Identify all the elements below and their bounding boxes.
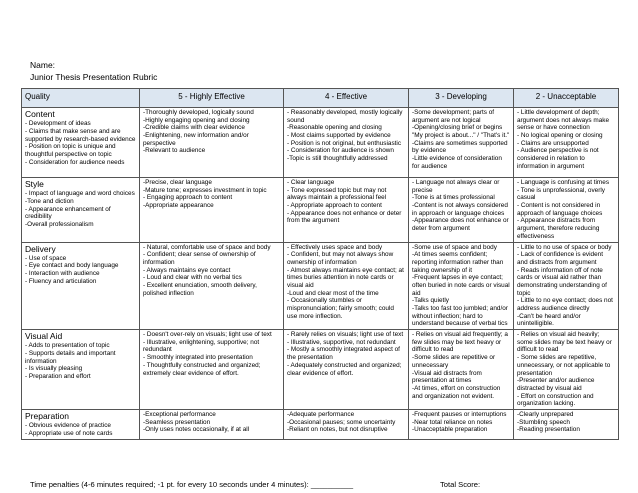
rating-cell xyxy=(514,242,619,330)
rating-descriptor: - Always maintains eye contact xyxy=(143,266,231,274)
table-row xyxy=(22,178,619,243)
criterion-descriptor: - Use of space xyxy=(25,254,67,262)
rubric-table xyxy=(21,88,619,440)
rating-cell xyxy=(514,178,619,243)
table-row xyxy=(22,410,619,440)
rubric-body xyxy=(22,108,619,440)
rating-descriptor: -Mature tone; expresses investment in topic xyxy=(143,186,267,194)
rating-cell xyxy=(284,178,409,243)
rating-descriptor: -Some slides are repetitive or unnecessary xyxy=(412,354,496,369)
criterion-title: Preparation xyxy=(25,411,69,422)
criterion-title: Delivery xyxy=(25,243,56,254)
rating-descriptor: - Little to no eye contact; does not address audience directly xyxy=(517,297,613,312)
criterion-descriptor: -Tone and diction xyxy=(25,197,74,205)
criterion-descriptor: - Supports details and important information xyxy=(25,349,116,365)
rating-descriptor: -Visual aid distracts from presentation at times xyxy=(412,369,482,385)
rating-descriptor: -Precise, clear language xyxy=(143,179,212,186)
rating-cell xyxy=(514,330,619,410)
rating-cell xyxy=(284,242,409,330)
criterion-descriptor: - Position on topic is unique and thoughtful perspective on topic xyxy=(25,143,116,158)
rating-descriptor: - Tone is unprofessional, overly casual xyxy=(517,186,605,202)
rating-cell xyxy=(409,242,514,330)
criterion-cell xyxy=(22,108,140,178)
rating-descriptor: - Content is not considered in approach of language choices xyxy=(517,202,603,217)
table-row xyxy=(22,242,619,330)
criterion-descriptor: - Development of ideas xyxy=(25,120,91,128)
rubric-title: Junior Thesis Presentation Rubric xyxy=(30,72,158,82)
rating-descriptor: -Highly engaging opening and closing xyxy=(143,116,250,124)
time-penalties-line: Time penalties (4-6 minutes required; -1 pt. for every 10 seconds under 4 minutes): __________ xyxy=(30,480,354,489)
rating-descriptor: -Relevant to audience xyxy=(143,147,206,155)
rating-descriptor: -Occasional pauses; some uncertainty xyxy=(287,418,396,426)
table-header-row xyxy=(22,89,619,108)
criterion-descriptor: - Is visually pleasing xyxy=(25,365,83,373)
rating-descriptor: -Credible claims with clear evidence xyxy=(143,124,245,132)
rating-descriptor: -Can't be heard and/or unintelligible. xyxy=(517,312,581,328)
criterion-descriptor: - Interaction with audience xyxy=(25,270,100,278)
footer xyxy=(30,480,481,489)
criterion-title: Style xyxy=(25,179,44,189)
criterion-descriptor: -Overall professionalism xyxy=(25,220,94,228)
rating-descriptor: -Reliant on notes, but not disruptive xyxy=(287,426,388,434)
rating-descriptor: -Content is not always considered in approach or language choices xyxy=(412,202,508,217)
rating-descriptor: - Excellent enunciation, smooth delivery, polished inflection xyxy=(143,281,257,297)
rating-descriptor: - Relies on visual aid heavily; some slides may be text heavy or difficult to read xyxy=(517,331,612,354)
rating-descriptor: - Confident; clear sense of ownership of information xyxy=(143,251,256,266)
rating-descriptor: -Seamless presentation xyxy=(143,418,211,426)
rating-descriptor: -Talks quietly xyxy=(412,297,449,305)
criterion-descriptor: - Appropriate use of note cards xyxy=(25,429,113,437)
rating-descriptor: - Thoughtfully constructed and organized; extremely clear evidence of effort. xyxy=(143,361,261,377)
rating-cell xyxy=(284,410,409,440)
rating-cell xyxy=(514,108,619,178)
rating-descriptor: - Little to no use of space or body xyxy=(517,243,612,251)
rating-cell xyxy=(514,410,619,440)
rating-cell xyxy=(409,330,514,410)
rating-descriptor: - Confident, but may not always show ownership of information xyxy=(287,251,394,266)
rating-descriptor: -Near total reliance on notes xyxy=(412,418,493,426)
rating-descriptor: -Frequent pauses or interruptions xyxy=(412,411,507,419)
rating-descriptor: -Clearly unprepared xyxy=(517,411,574,419)
rating-descriptor: - Almost always maintains eye contact; at times buries attention in note cards or visual aid xyxy=(287,266,404,289)
rating-descriptor: -Reading presentation xyxy=(517,426,580,434)
rating-descriptor: - Consideration for audience is shown xyxy=(287,147,394,155)
rating-descriptor: - Audience perspective is not considered in relation to information in argument xyxy=(517,147,599,170)
criterion-title: Visual Aid xyxy=(25,331,63,342)
rating-descriptor: - Natural, comfortable use of space and body xyxy=(143,243,271,251)
rating-descriptor: -Exceptional performance xyxy=(143,411,216,419)
criterion-title: Content xyxy=(25,109,55,119)
rating-descriptor: -Frequent lapses in eye contact; often buried in note cards or visual aid xyxy=(412,274,510,297)
rating-cell xyxy=(284,108,409,178)
rating-cell xyxy=(409,410,514,440)
total-score-label: Total Score: xyxy=(440,480,481,489)
rating-descriptor: - Appearance distracts from argument, therefore reducing effectiveness xyxy=(517,217,600,240)
rating-descriptor: -Appropriate appearance xyxy=(143,202,214,210)
rating-descriptor: - Mostly a smoothly integrated aspect of the presentation xyxy=(287,346,400,362)
criterion-descriptor: - Eye contact and body language xyxy=(25,262,119,270)
rating-cell xyxy=(140,410,284,440)
criterion-descriptor: - Impact of language and word choices xyxy=(25,190,135,198)
rating-descriptor: -Claims are sometimes supported by evidence xyxy=(412,139,508,155)
rating-descriptor: -Topic is still thoughtfully addressed xyxy=(287,155,388,163)
rating-cell xyxy=(140,330,284,410)
criterion-descriptor: - Adds to presentation of topic xyxy=(25,342,110,350)
criterion-cell xyxy=(22,410,140,440)
rating-descriptor: -Only uses notes occasionally, if at all xyxy=(143,426,250,434)
rating-descriptor: - Occasionally stumbles or mispronunciation; fairly smooth; could use more inflection. xyxy=(287,297,394,320)
rating-cell xyxy=(140,242,284,330)
rating-descriptor: -Presenter and/or audience distracted by visual aid xyxy=(517,377,595,392)
criterion-descriptor: - Fluency and articulation xyxy=(25,277,97,285)
rating-descriptor: -At times seems confident; reporting information rather than taking ownership of it xyxy=(412,251,504,274)
rating-descriptor: - Appropriate approach to content xyxy=(287,202,382,210)
criterion-descriptor: - Appearance enhancement of credibility xyxy=(25,205,111,221)
rating-descriptor: - Language is confusing at times xyxy=(517,179,610,186)
rating-descriptor: - Doesn't over-rely on visuals; light use of text xyxy=(143,331,272,339)
rating-descriptor: - Effectively uses space and body xyxy=(287,243,383,251)
rating-descriptor: -Adequate performance xyxy=(287,411,355,419)
rating-descriptor: - Position is not original, but enthusiastic xyxy=(287,139,402,147)
rating-descriptor: - Illustrative, enlightening, supportive; not redundant xyxy=(143,338,260,354)
rating-cell xyxy=(409,178,514,243)
rating-descriptor: - Reasonably developed, mostly logically sound xyxy=(287,109,403,124)
rating-descriptor: - Most claims supported by evidence xyxy=(287,132,391,140)
column-header: 2 - Unacceptable xyxy=(514,89,619,108)
rating-cell xyxy=(284,330,409,410)
rating-cell xyxy=(409,108,514,178)
rating-descriptor: -Talks too fast too jumbled; and/or without inflection; hard to understand because of verbal tics xyxy=(412,305,508,328)
table-row xyxy=(22,330,619,410)
rating-descriptor: -Some development; parts of argument are not logical xyxy=(412,109,495,124)
rating-descriptor: - Some slides are repetitive, unnecessary, or not applicable to presentation xyxy=(517,354,611,377)
table-row xyxy=(22,108,619,178)
name-label: Name: xyxy=(30,60,56,70)
column-header: 3 - Developing xyxy=(409,89,514,108)
rating-descriptor: -Appearance does not enhance or deter from argument xyxy=(412,217,509,233)
rating-descriptor: - Illustrative, supportive, not redundant xyxy=(287,338,396,346)
rating-descriptor: -Little evidence of consideration for audience xyxy=(412,155,502,170)
rating-descriptor: -Some use of space and body xyxy=(412,243,497,251)
rating-descriptor: - Engaging approach to content xyxy=(143,194,233,202)
rating-descriptor: - Lack of confidence is evident and distracts from argument xyxy=(517,251,603,266)
rating-descriptor: - Reads information off of note cards or visual aid rather than demonstrating understanding of topic xyxy=(517,266,607,297)
rating-descriptor: - Rarely relies on visuals; light use of text xyxy=(287,331,404,339)
rating-descriptor: - Loud and clear with no verbal tics xyxy=(143,274,242,282)
column-header: 4 - Effective xyxy=(284,89,409,108)
rating-descriptor: - Tone expressed topic but may not always maintain a professional feel xyxy=(287,186,387,202)
column-header: Quality xyxy=(22,89,140,108)
criterion-descriptor: - Consideration for audience needs xyxy=(25,158,125,166)
rating-descriptor: -Tone is at times professional xyxy=(412,194,495,202)
rating-descriptor: -At times, effort on construction and organization not evident. xyxy=(412,384,501,400)
criterion-cell xyxy=(22,330,140,410)
rating-descriptor: - No logical opening or closing xyxy=(517,132,603,140)
rating-descriptor: -Reasonable opening and closing xyxy=(287,124,382,132)
rating-descriptor: - Appearance does not enhance or deter from the argument xyxy=(287,209,402,225)
rating-descriptor: - Effort on construction and organization lacking. xyxy=(517,392,594,408)
rating-descriptor: - Little development of depth; argument does not always make sense or have connection xyxy=(517,109,610,132)
column-header: 5 - Highly Effective xyxy=(140,89,284,108)
rating-descriptor: -Loud and clear most of the time xyxy=(287,289,379,297)
rating-cell xyxy=(140,108,284,178)
rating-descriptor: - Language not always clear or precise xyxy=(412,179,500,194)
rating-descriptor: - Clear language xyxy=(287,179,335,186)
rating-descriptor: - Adequately constructed and organized; clear evidence of effort. xyxy=(287,361,402,377)
rating-cell xyxy=(140,178,284,243)
criterion-descriptor: - Claims that make sense and are supported by research-based evidence xyxy=(25,127,136,143)
criterion-cell xyxy=(22,242,140,330)
rating-descriptor: - Relies on visual aid frequently; a few slides may be text heavy or difficult to read xyxy=(412,331,508,354)
rating-descriptor: - Smoothly integrated into presentation xyxy=(143,354,253,362)
rating-descriptor: -Enlightening, new information and/or perspective xyxy=(143,132,249,147)
rating-descriptor: -Thoroughly developed, logically sound xyxy=(143,109,254,116)
criterion-cell xyxy=(22,178,140,243)
rating-descriptor: -Unacceptable preparation xyxy=(412,426,488,434)
criterion-descriptor: - Obvious evidence of practice xyxy=(25,422,111,430)
rating-descriptor: - Claims are unsupported xyxy=(517,139,589,147)
rating-descriptor: -Opening/closing brief or begins "My project is about..." / "That's it." xyxy=(412,124,510,140)
rating-descriptor: -Stumbling speech xyxy=(517,418,570,426)
criterion-descriptor: - Preparation and effort xyxy=(25,373,91,380)
